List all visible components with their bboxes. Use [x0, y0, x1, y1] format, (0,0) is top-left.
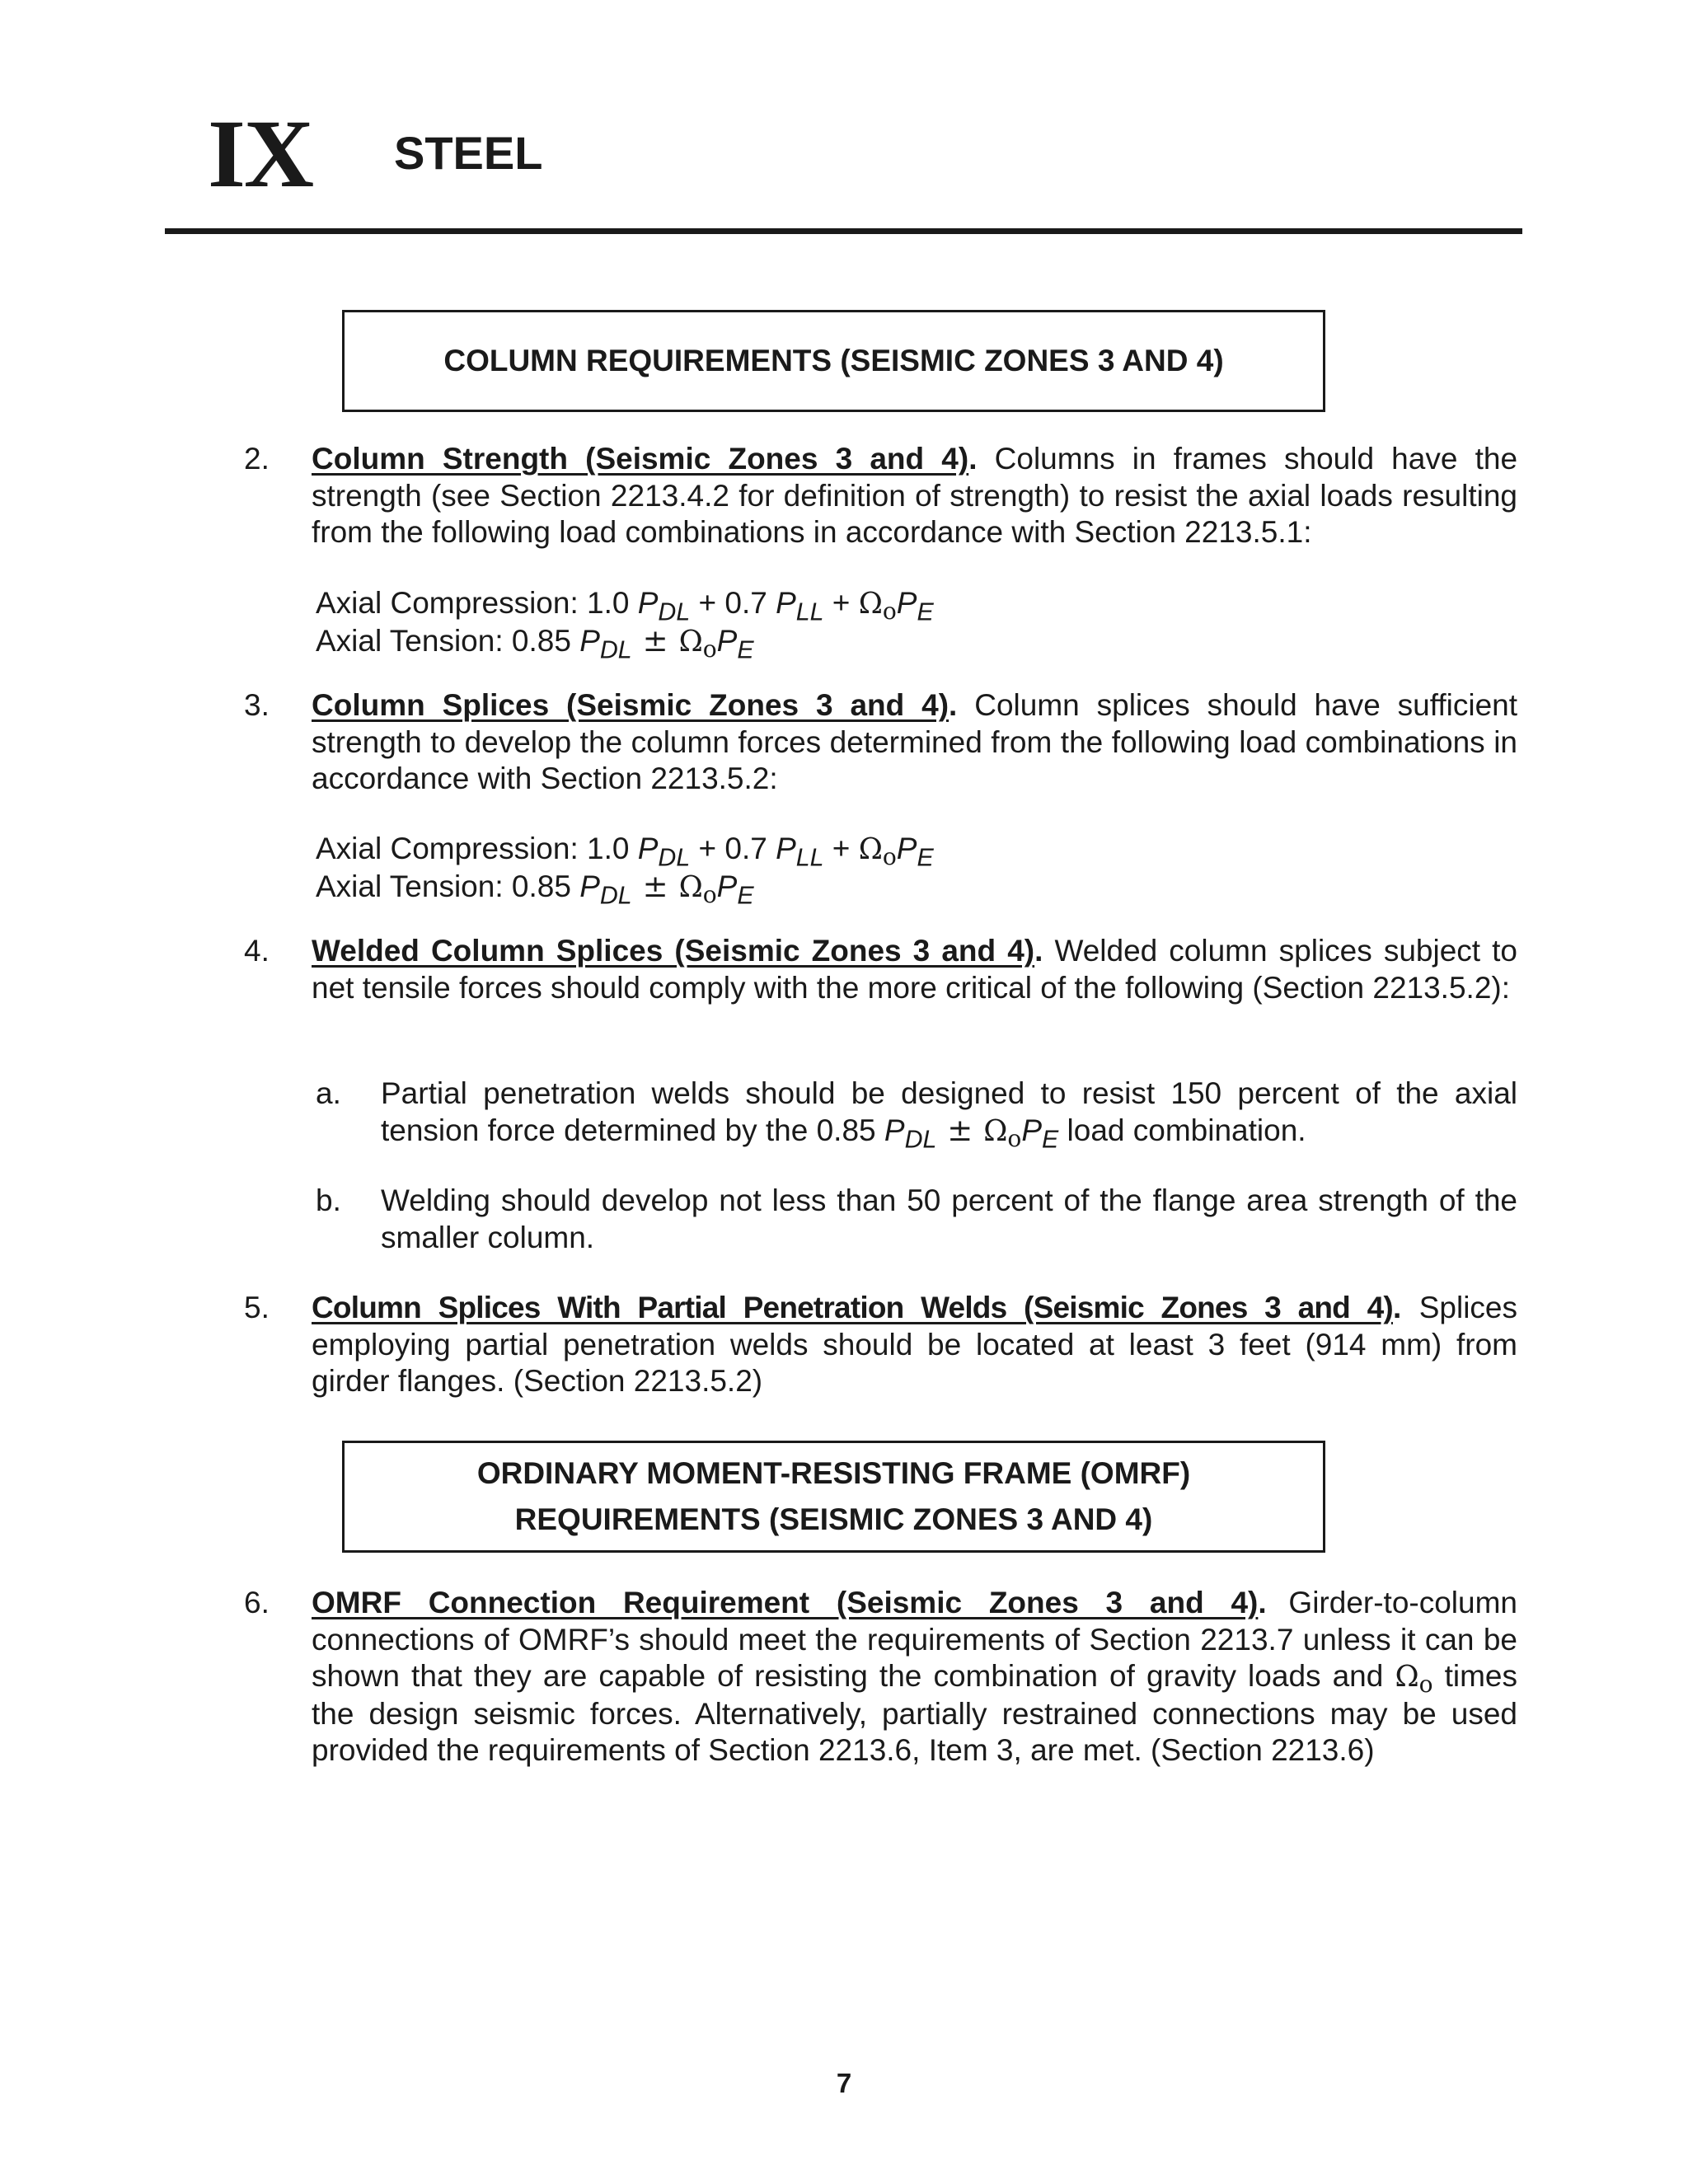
item-body: Column Splices With Partial Penetration Welds (Seismic Zones 3 and 4). Splices employing partial penetration welds should be located at least 3 feet (914 mm) from girder flanges. (Section 2213.5.2): [312, 1291, 1517, 1398]
item-text: Splices employing partial penetration welds should be located at least 3 feet (914 mm) from girder flanges. (Section 2213.5.2): [312, 1291, 1517, 1398]
item-number: 6.: [244, 1586, 270, 1619]
item-text: Column splices should have sufficient strength to develop the column forces determined from the following load combinations in accordance with Section 2213.5.2:: [312, 688, 1518, 795]
item-body: OMRF Connection Requirement (Seismic Zones 3 and 4). Girder-to-column connections of OMRF’s should meet the requirements of Section 2213.7 unless it can be shown that they are capable of resisting the combination of gravity loads and $\Omega_o$ times the design seismic forces. Alternatively, partially restrained connections may be used provided the requirements of Section 2213.6, Item 3, are met. (Section 2213.6): [312, 1586, 1518, 1767]
item-heading: Column Splices With Partial Penetration Welds (Seismic Zones 3 and 4): [312, 1291, 1393, 1324]
item-number: 5.: [244, 1291, 270, 1324]
axial-compression-formula: Axial Compression: 1.0 $P_{DL} + 0.7$ $P_{LL} + \Omega_oP_E$: [316, 586, 934, 626]
header-divider: [165, 228, 1522, 234]
page-number: 7: [836, 2068, 852, 2098]
item-body: Column Splices (Seismic Zones 3 and 4). Column splices should have sufficient strength to develop the column forces determined from the following load combinations in accordance with Section 2213.5.2:: [312, 688, 1518, 795]
section-title-line-1: ORDINARY MOMENT-RESISTING FRAME (OMRF): [476, 1456, 1191, 1490]
item-number: 2.: [244, 442, 270, 476]
list-item-6: [244, 1585, 1517, 1769]
sub-item-body: Partial penetration welds should be designed to resist 150 percent of the axial tension force determined by the 0.85 $P_{DL} \pm \Omega_oP_E$ load combination.: [381, 1076, 1517, 1153]
list-item-4: [244, 933, 1517, 1006]
item-body: Column Strength (Seismic Zones 3 and 4). Columns in frames should have the strength (see Section 2213.4.2 for definition of strength) to resist the axial loads resulting from the following load combinations in accordance with Section 2213.5.1:: [312, 442, 1518, 549]
load-combination-block: [316, 831, 934, 909]
item-heading: Welded Column Splices (Seismic Zones 3 and 4): [312, 934, 1035, 968]
section-box-omrf-requirements: [342, 1441, 1325, 1553]
axial-compression-formula: Axial Compression: 1.0 $P_{DL} + 0.7$ $P_{LL} + \Omega_oP_E$: [316, 832, 934, 872]
sub-item-letter: b.: [316, 1183, 341, 1217]
section-box-column-requirements: [342, 310, 1325, 412]
list-item-5: [244, 1290, 1517, 1400]
item-text: Columns in frames should have the strength (see Section 2213.4.2 for definition of strength) to resist the axial loads resulting from the following load combinations in accordance with Section 2213.5.1:: [312, 442, 1518, 549]
item-number: 3.: [244, 688, 270, 722]
chapter-title: STEEL: [394, 127, 543, 179]
axial-tension-formula: Axial Tension: 0.85 $P_{DL} \pm \Omega_oP_E$: [316, 622, 754, 663]
section-title-line-2: REQUIREMENTS (SEISMIC ZONES 3 AND 4): [514, 1502, 1153, 1536]
section-title: COLUMN REQUIREMENTS (SEISMIC ZONES 3 AND 4): [443, 344, 1224, 377]
load-combination-block: [316, 585, 934, 663]
item-heading: Column Strength (Seismic Zones 3 and 4): [312, 442, 969, 476]
chapter-numeral: IX: [208, 100, 313, 208]
axial-tension-formula: Axial Tension: 0.85 $P_{DL} \pm \Omega_oP_E$: [316, 868, 754, 909]
item-number: 4.: [244, 934, 270, 968]
item-heading: OMRF Connection Requirement (Seismic Zones 3 and 4): [312, 1586, 1259, 1619]
list-item-2: [244, 441, 1517, 551]
list-item-3: [244, 687, 1517, 798]
sub-item-4a: [316, 1076, 1517, 1153]
sub-item-4b: [316, 1183, 1517, 1256]
sub-item-body: Welding should develop not less than 50 percent of the flange area strength of the smaller column.: [381, 1183, 1517, 1254]
item-body: Welded Column Splices (Seismic Zones 3 and 4). Welded column splices subject to net tensile forces should comply with the more critical of the following (Section 2213.5.2):: [312, 934, 1517, 1005]
item-heading: Column Splices (Seismic Zones 3 and 4): [312, 688, 950, 722]
item-text: Welded column splices subject to net tensile forces should comply with the more critical of the following (Section 2213.5.2):: [312, 934, 1517, 1005]
sub-item-letter: a.: [316, 1076, 341, 1110]
